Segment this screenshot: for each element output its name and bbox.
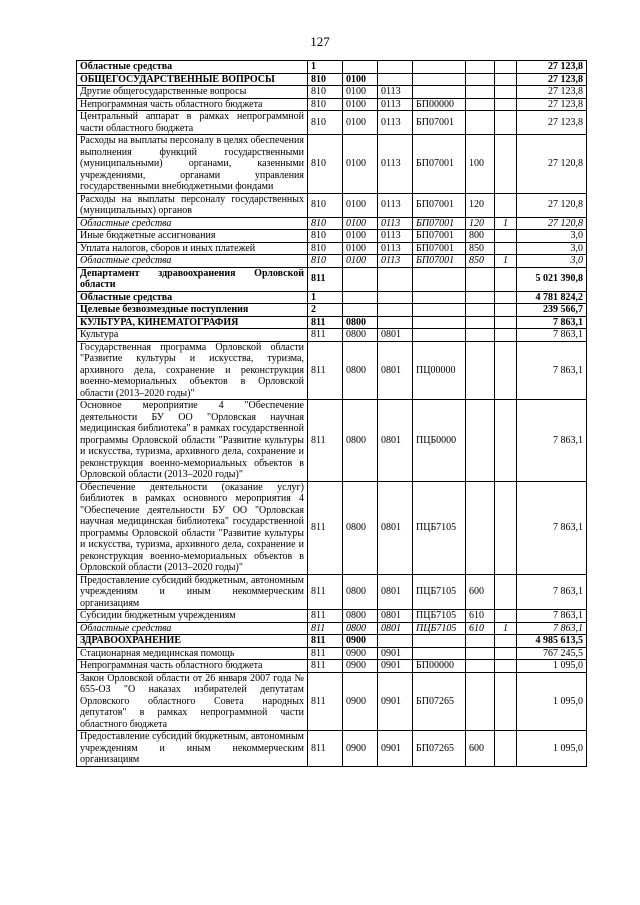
subsection-code: 0113 xyxy=(378,111,413,135)
table-row xyxy=(77,135,587,194)
section-code: 0900 xyxy=(343,660,378,673)
expense-type-code xyxy=(466,267,495,291)
expense-type-code xyxy=(466,316,495,329)
expense-type-code: 800 xyxy=(466,230,495,243)
table-row xyxy=(77,111,587,135)
target-article-code xyxy=(413,73,466,86)
expense-type-code xyxy=(466,86,495,99)
subsection-code: 0113 xyxy=(378,255,413,268)
budget-table xyxy=(76,60,587,767)
subsection-code: 0901 xyxy=(378,647,413,660)
target-article-code: БП00000 xyxy=(413,660,466,673)
admin-code: 811 xyxy=(308,622,343,635)
row-name: Государственная программа Орловской области "Развитие культуры и искусства, туризма, архивного дела, сохранение и реконструкция военно-мемориальных объектов в Орловской области (2013–2020 годы)" xyxy=(77,341,308,400)
admin-code: 811 xyxy=(308,635,343,648)
amount: 27 123,8 xyxy=(517,98,587,111)
target-article-code xyxy=(413,316,466,329)
row-name: КУЛЬТУРА, КИНЕМАТОГРАФИЯ xyxy=(77,316,308,329)
table-row xyxy=(77,217,587,230)
row-name: Центральный аппарат в рамках непрограммной части областного бюджета xyxy=(77,111,308,135)
section-code: 0100 xyxy=(343,242,378,255)
funding-source-code xyxy=(495,61,517,74)
funding-source-code xyxy=(495,574,517,610)
section-code: 0800 xyxy=(343,622,378,635)
admin-code: 811 xyxy=(308,341,343,400)
amount: 7 863,1 xyxy=(517,329,587,342)
admin-code: 1 xyxy=(308,61,343,74)
admin-code: 811 xyxy=(308,647,343,660)
funding-source-code xyxy=(495,481,517,574)
expense-type-code: 610 xyxy=(466,622,495,635)
row-name: ЗДРАВООХРАНЕНИЕ xyxy=(77,635,308,648)
amount: 3,0 xyxy=(517,230,587,243)
expense-type-code xyxy=(466,672,495,731)
table-row xyxy=(77,647,587,660)
admin-code: 811 xyxy=(308,481,343,574)
table-row xyxy=(77,574,587,610)
target-article-code xyxy=(413,267,466,291)
amount: 239 566,7 xyxy=(517,304,587,317)
section-code xyxy=(343,61,378,74)
expense-type-code: 610 xyxy=(466,610,495,623)
row-name: Предоставление субсидий бюджетным, автономным учреждениям и иным некоммерческим организациям xyxy=(77,731,308,767)
table-row xyxy=(77,635,587,648)
admin-code: 810 xyxy=(308,230,343,243)
table-row xyxy=(77,400,587,482)
row-name: Закон Орловской области от 26 января 2007 года № 655-ОЗ "О наказах избирателей депутатам Орловского областного Совета народных депутатов" в рамках непрограммной части областного бюджета xyxy=(77,672,308,731)
expense-type-code xyxy=(466,481,495,574)
row-name: Областные средства xyxy=(77,622,308,635)
admin-code: 811 xyxy=(308,610,343,623)
admin-code: 810 xyxy=(308,111,343,135)
funding-source-code xyxy=(495,230,517,243)
amount: 27 123,8 xyxy=(517,86,587,99)
section-code: 0100 xyxy=(343,111,378,135)
expense-type-code xyxy=(466,304,495,317)
target-article-code: БП00000 xyxy=(413,98,466,111)
expense-type-code xyxy=(466,647,495,660)
subsection-code xyxy=(378,267,413,291)
subsection-code: 0113 xyxy=(378,217,413,230)
amount: 7 863,1 xyxy=(517,610,587,623)
amount: 7 863,1 xyxy=(517,574,587,610)
subsection-code: 0801 xyxy=(378,610,413,623)
row-name: Областные средства xyxy=(77,255,308,268)
section-code: 0900 xyxy=(343,731,378,767)
row-name: Основное мероприятие 4 "Обеспечение деятельности БУ ОО "Орловская научная медицинская библиотека" в рамках государственной программы Орловской области "Развитие культуры и искусства, туризма, архивного дела, сохранение и реконструкция военно-мемориальных объектов в Орловской области (2013–2020 годы)" xyxy=(77,400,308,482)
subsection-code: 0113 xyxy=(378,98,413,111)
section-code: 0800 xyxy=(343,574,378,610)
section-code: 0100 xyxy=(343,255,378,268)
amount: 27 123,8 xyxy=(517,111,587,135)
table-row xyxy=(77,672,587,731)
expense-type-code xyxy=(466,98,495,111)
admin-code: 810 xyxy=(308,73,343,86)
admin-code: 810 xyxy=(308,193,343,217)
expense-type-code: 600 xyxy=(466,731,495,767)
row-name: ОБЩЕГОСУДАРСТВЕННЫЕ ВОПРОСЫ xyxy=(77,73,308,86)
funding-source-code: 1 xyxy=(495,622,517,635)
target-article-code: БП07001 xyxy=(413,135,466,194)
amount: 27 120,8 xyxy=(517,193,587,217)
funding-source-code: 1 xyxy=(495,255,517,268)
table-row xyxy=(77,481,587,574)
section-code: 0800 xyxy=(343,481,378,574)
expense-type-code: 850 xyxy=(466,255,495,268)
admin-code: 810 xyxy=(308,255,343,268)
row-name: Непрограммная часть областного бюджета xyxy=(77,660,308,673)
admin-code: 811 xyxy=(308,660,343,673)
expense-type-code: 100 xyxy=(466,135,495,194)
funding-source-code xyxy=(495,135,517,194)
subsection-code: 0801 xyxy=(378,622,413,635)
admin-code: 811 xyxy=(308,316,343,329)
subsection-code: 0801 xyxy=(378,329,413,342)
funding-source-code xyxy=(495,635,517,648)
amount: 7 863,1 xyxy=(517,400,587,482)
admin-code: 810 xyxy=(308,98,343,111)
admin-code: 811 xyxy=(308,400,343,482)
subsection-code xyxy=(378,73,413,86)
amount: 27 123,8 xyxy=(517,61,587,74)
row-name: Областные средства xyxy=(77,291,308,304)
target-article-code: ПЦБ7105 xyxy=(413,481,466,574)
amount: 1 095,0 xyxy=(517,731,587,767)
amount: 7 863,1 xyxy=(517,316,587,329)
amount: 1 095,0 xyxy=(517,660,587,673)
table-row xyxy=(77,267,587,291)
table-row xyxy=(77,341,587,400)
target-article-code: ПЦБ7105 xyxy=(413,610,466,623)
table-row xyxy=(77,73,587,86)
funding-source-code xyxy=(495,316,517,329)
admin-code: 811 xyxy=(308,574,343,610)
row-name: Непрограммная часть областного бюджета xyxy=(77,98,308,111)
subsection-code xyxy=(378,635,413,648)
table-row xyxy=(77,98,587,111)
target-article-code xyxy=(413,291,466,304)
funding-source-code xyxy=(495,98,517,111)
section-code: 0800 xyxy=(343,610,378,623)
table-row xyxy=(77,230,587,243)
target-article-code: ПЦБ7105 xyxy=(413,622,466,635)
target-article-code xyxy=(413,304,466,317)
target-article-code: БП07001 xyxy=(413,230,466,243)
funding-source-code xyxy=(495,731,517,767)
row-name: Областные средства xyxy=(77,61,308,74)
section-code xyxy=(343,291,378,304)
target-article-code xyxy=(413,635,466,648)
section-code: 0100 xyxy=(343,86,378,99)
target-article-code: БП07265 xyxy=(413,731,466,767)
section-code: 0100 xyxy=(343,230,378,243)
table-row xyxy=(77,242,587,255)
table-row xyxy=(77,291,587,304)
subsection-code: 0901 xyxy=(378,672,413,731)
row-name: Целевые безвозмездные поступления xyxy=(77,304,308,317)
subsection-code: 0901 xyxy=(378,731,413,767)
amount: 4 985 613,5 xyxy=(517,635,587,648)
section-code: 0100 xyxy=(343,135,378,194)
amount: 4 781 824,2 xyxy=(517,291,587,304)
expense-type-code xyxy=(466,635,495,648)
row-name: Предоставление субсидий бюджетным, автономным учреждениям и иным некоммерческим организациям xyxy=(77,574,308,610)
section-code: 0100 xyxy=(343,217,378,230)
subsection-code: 0113 xyxy=(378,193,413,217)
section-code xyxy=(343,267,378,291)
row-name: Департамент здравоохранения Орловской области xyxy=(77,267,308,291)
target-article-code: БП07001 xyxy=(413,217,466,230)
budget-table-body xyxy=(77,61,587,767)
expense-type-code: 600 xyxy=(466,574,495,610)
expense-type-code xyxy=(466,660,495,673)
amount: 3,0 xyxy=(517,255,587,268)
admin-code: 1 xyxy=(308,291,343,304)
funding-source-code xyxy=(495,660,517,673)
expense-type-code xyxy=(466,291,495,304)
expense-type-code xyxy=(466,73,495,86)
expense-type-code: 850 xyxy=(466,242,495,255)
funding-source-code xyxy=(495,291,517,304)
amount: 27 123,8 xyxy=(517,73,587,86)
funding-source-code xyxy=(495,304,517,317)
expense-type-code xyxy=(466,329,495,342)
table-row xyxy=(77,316,587,329)
funding-source-code xyxy=(495,111,517,135)
target-article-code: ПЦБ7105 xyxy=(413,574,466,610)
subsection-code: 0801 xyxy=(378,341,413,400)
funding-source-code xyxy=(495,672,517,731)
subsection-code: 0113 xyxy=(378,242,413,255)
subsection-code xyxy=(378,316,413,329)
subsection-code: 0113 xyxy=(378,230,413,243)
subsection-code xyxy=(378,291,413,304)
subsection-code xyxy=(378,61,413,74)
amount: 7 863,1 xyxy=(517,341,587,400)
target-article-code: БП07001 xyxy=(413,193,466,217)
funding-source-code xyxy=(495,647,517,660)
section-code: 0800 xyxy=(343,329,378,342)
funding-source-code xyxy=(495,400,517,482)
amount: 7 863,1 xyxy=(517,481,587,574)
amount: 1 095,0 xyxy=(517,672,587,731)
subsection-code: 0801 xyxy=(378,400,413,482)
target-article-code xyxy=(413,86,466,99)
expense-type-code: 120 xyxy=(466,193,495,217)
table-row xyxy=(77,660,587,673)
amount: 3,0 xyxy=(517,242,587,255)
table-row xyxy=(77,610,587,623)
row-name: Уплата налогов, сборов и иных платежей xyxy=(77,242,308,255)
section-code: 0800 xyxy=(343,316,378,329)
table-row xyxy=(77,329,587,342)
subsection-code: 0113 xyxy=(378,135,413,194)
row-name: Другие общегосударственные вопросы xyxy=(77,86,308,99)
funding-source-code xyxy=(495,242,517,255)
target-article-code xyxy=(413,61,466,74)
target-article-code xyxy=(413,329,466,342)
funding-source-code: 1 xyxy=(495,217,517,230)
section-code xyxy=(343,304,378,317)
target-article-code: БП07001 xyxy=(413,111,466,135)
subsection-code: 0801 xyxy=(378,574,413,610)
funding-source-code xyxy=(495,329,517,342)
amount: 767 245,5 xyxy=(517,647,587,660)
funding-source-code xyxy=(495,341,517,400)
admin-code: 810 xyxy=(308,135,343,194)
target-article-code xyxy=(413,647,466,660)
target-article-code: БП07001 xyxy=(413,255,466,268)
amount: 27 120,8 xyxy=(517,135,587,194)
expense-type-code: 120 xyxy=(466,217,495,230)
amount: 27 120,8 xyxy=(517,217,587,230)
row-name: Обеспечение деятельности (оказание услуг) библиотек в рамках основного мероприятия 4 "Обеспечение деятельности БУ ОО "Орловская научная медицинская библиотека" государственной программы Орловской области "Развитие культуры и искусства, туризма, архивного дела, сохранение и реконструкция военно-мемориальных объектов в Орловской области (2013–2020 годы)" xyxy=(77,481,308,574)
row-name: Расходы на выплаты персоналу в целях обеспечения выполнения функций государственными (муниципальными) органами, казенными учреждениями, органами управления государственными внебюджетными фондами xyxy=(77,135,308,194)
admin-code: 810 xyxy=(308,86,343,99)
table-row xyxy=(77,61,587,74)
page-number: 127 xyxy=(310,34,330,49)
target-article-code: БП07001 xyxy=(413,242,466,255)
row-name: Субсидии бюджетным учреждениям xyxy=(77,610,308,623)
section-code: 0900 xyxy=(343,672,378,731)
row-name: Иные бюджетные ассигнования xyxy=(77,230,308,243)
section-code: 0100 xyxy=(343,73,378,86)
table-row xyxy=(77,255,587,268)
section-code: 0100 xyxy=(343,98,378,111)
table-row xyxy=(77,304,587,317)
table-row xyxy=(77,193,587,217)
row-name: Стационарная медицинская помощь xyxy=(77,647,308,660)
section-code: 0100 xyxy=(343,193,378,217)
funding-source-code xyxy=(495,610,517,623)
funding-source-code xyxy=(495,73,517,86)
expense-type-code xyxy=(466,341,495,400)
funding-source-code xyxy=(495,86,517,99)
subsection-code: 0901 xyxy=(378,660,413,673)
table-row xyxy=(77,622,587,635)
admin-code: 811 xyxy=(308,672,343,731)
funding-source-code xyxy=(495,193,517,217)
table-row xyxy=(77,731,587,767)
amount: 7 863,1 xyxy=(517,622,587,635)
section-code: 0800 xyxy=(343,341,378,400)
admin-code: 811 xyxy=(308,731,343,767)
row-name: Культура xyxy=(77,329,308,342)
subsection-code: 0801 xyxy=(378,481,413,574)
admin-code: 811 xyxy=(308,267,343,291)
amount: 5 021 390,8 xyxy=(517,267,587,291)
section-code: 0900 xyxy=(343,635,378,648)
target-article-code: ПЦ00000 xyxy=(413,341,466,400)
section-code: 0900 xyxy=(343,647,378,660)
admin-code: 810 xyxy=(308,217,343,230)
admin-code: 2 xyxy=(308,304,343,317)
row-name: Расходы на выплаты персоналу государственных (муниципальных) органов xyxy=(77,193,308,217)
admin-code: 810 xyxy=(308,242,343,255)
target-article-code: ПЦБ0000 xyxy=(413,400,466,482)
section-code: 0800 xyxy=(343,400,378,482)
table-row xyxy=(77,86,587,99)
target-article-code: БП07265 xyxy=(413,672,466,731)
row-name: Областные средства xyxy=(77,217,308,230)
subsection-code: 0113 xyxy=(378,86,413,99)
expense-type-code xyxy=(466,111,495,135)
expense-type-code xyxy=(466,61,495,74)
subsection-code xyxy=(378,304,413,317)
funding-source-code xyxy=(495,267,517,291)
admin-code: 811 xyxy=(308,329,343,342)
expense-type-code xyxy=(466,400,495,482)
